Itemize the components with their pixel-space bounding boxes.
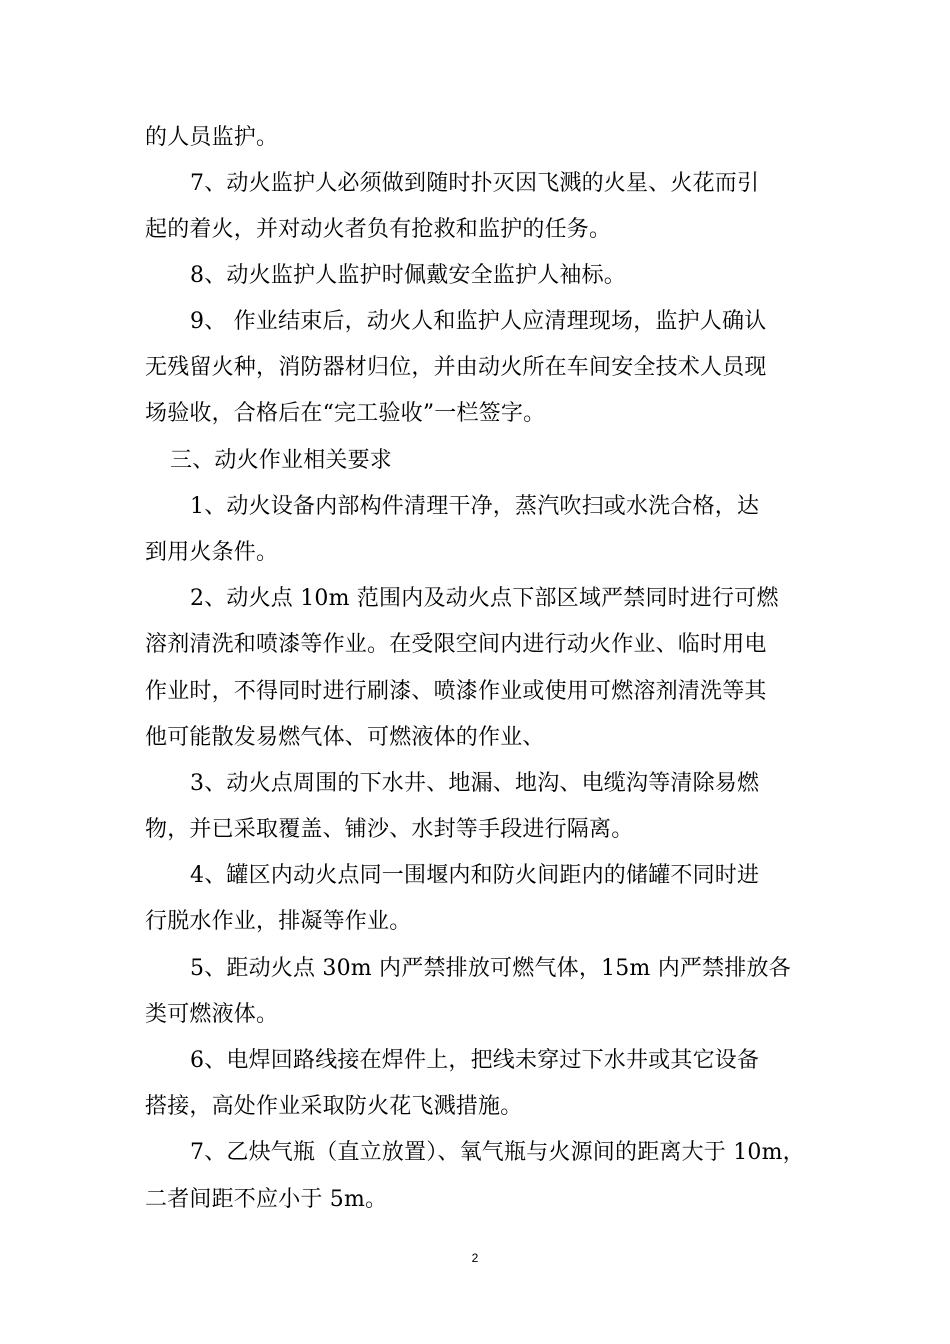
text-line: 6、电焊回路线接在焊件上，把线未穿过下水井或其它设备 xyxy=(190,1048,760,1073)
text-line: 场验收，合格后在“完工验收”一栏签字。 xyxy=(145,401,546,426)
text-line: 物，并已采取覆盖、铺沙、水封等手段进行隔离。 xyxy=(145,817,634,842)
text-line: 5、距动火点 30m 内严禁排放可燃气体，15m 内严禁排放各 xyxy=(190,956,791,981)
text-line: 溶剂清洗和喷漆等作业。在受限空间内进行动火作业、临时用电 xyxy=(145,632,767,657)
page-number: 2 xyxy=(471,1251,479,1265)
text-line: 7、动火监护人必须做到随时扑灭因飞溅的火星、火花而引 xyxy=(190,171,760,196)
text-line: 二者间距不应小于 5m。 xyxy=(145,1187,388,1212)
text-line: 3、动火点周围的下水井、地漏、地沟、电缆沟等清除易燃 xyxy=(190,771,760,796)
text-line: 4、罐区内动火点同一围堰内和防火间距内的储罐不同时进 xyxy=(190,863,760,888)
text-line: 作业时，不得同时进行刷漆、喷漆作业或使用可燃溶剂清洗等其 xyxy=(145,679,767,704)
text-line: 8、动火监护人监护时佩戴安全监护人袖标。 xyxy=(190,263,626,288)
text-line: 1、动火设备内部构件清理干净，蒸汽吹扫或水洗合格，达 xyxy=(190,494,760,519)
text-line: 行脱水作业，排凝等作业。 xyxy=(145,909,412,934)
text-line: 的人员监护。 xyxy=(145,125,279,150)
text-line: 9、 作业结束后，动火人和监护人应清理现场，监护人确认 xyxy=(190,309,767,334)
text-line: 类可燃液体。 xyxy=(145,1002,279,1027)
text-line: 搭接，高处作业采取防火花飞溅措施。 xyxy=(145,1094,523,1119)
text-line: 2、动火点 10m 范围内及动火点下部区域严禁同时进行可燃 xyxy=(190,586,779,611)
text-line: 无残留火种，消防器材归位，并由动火所在车间安全技术人员现 xyxy=(145,355,767,380)
text-line: 到用火条件。 xyxy=(145,540,279,565)
text-line: 起的着火，并对动火者负有抢救和监护的任务。 xyxy=(145,217,612,242)
section-heading: 三、动火作业相关要求 xyxy=(170,448,393,473)
text-line: 7、乙炔气瓶（直立放置）、氧气瓶与火源间的距离大于 10m， xyxy=(190,1140,805,1165)
text-line: 他可能散发易燃气体、可燃液体的作业、 xyxy=(145,725,545,750)
